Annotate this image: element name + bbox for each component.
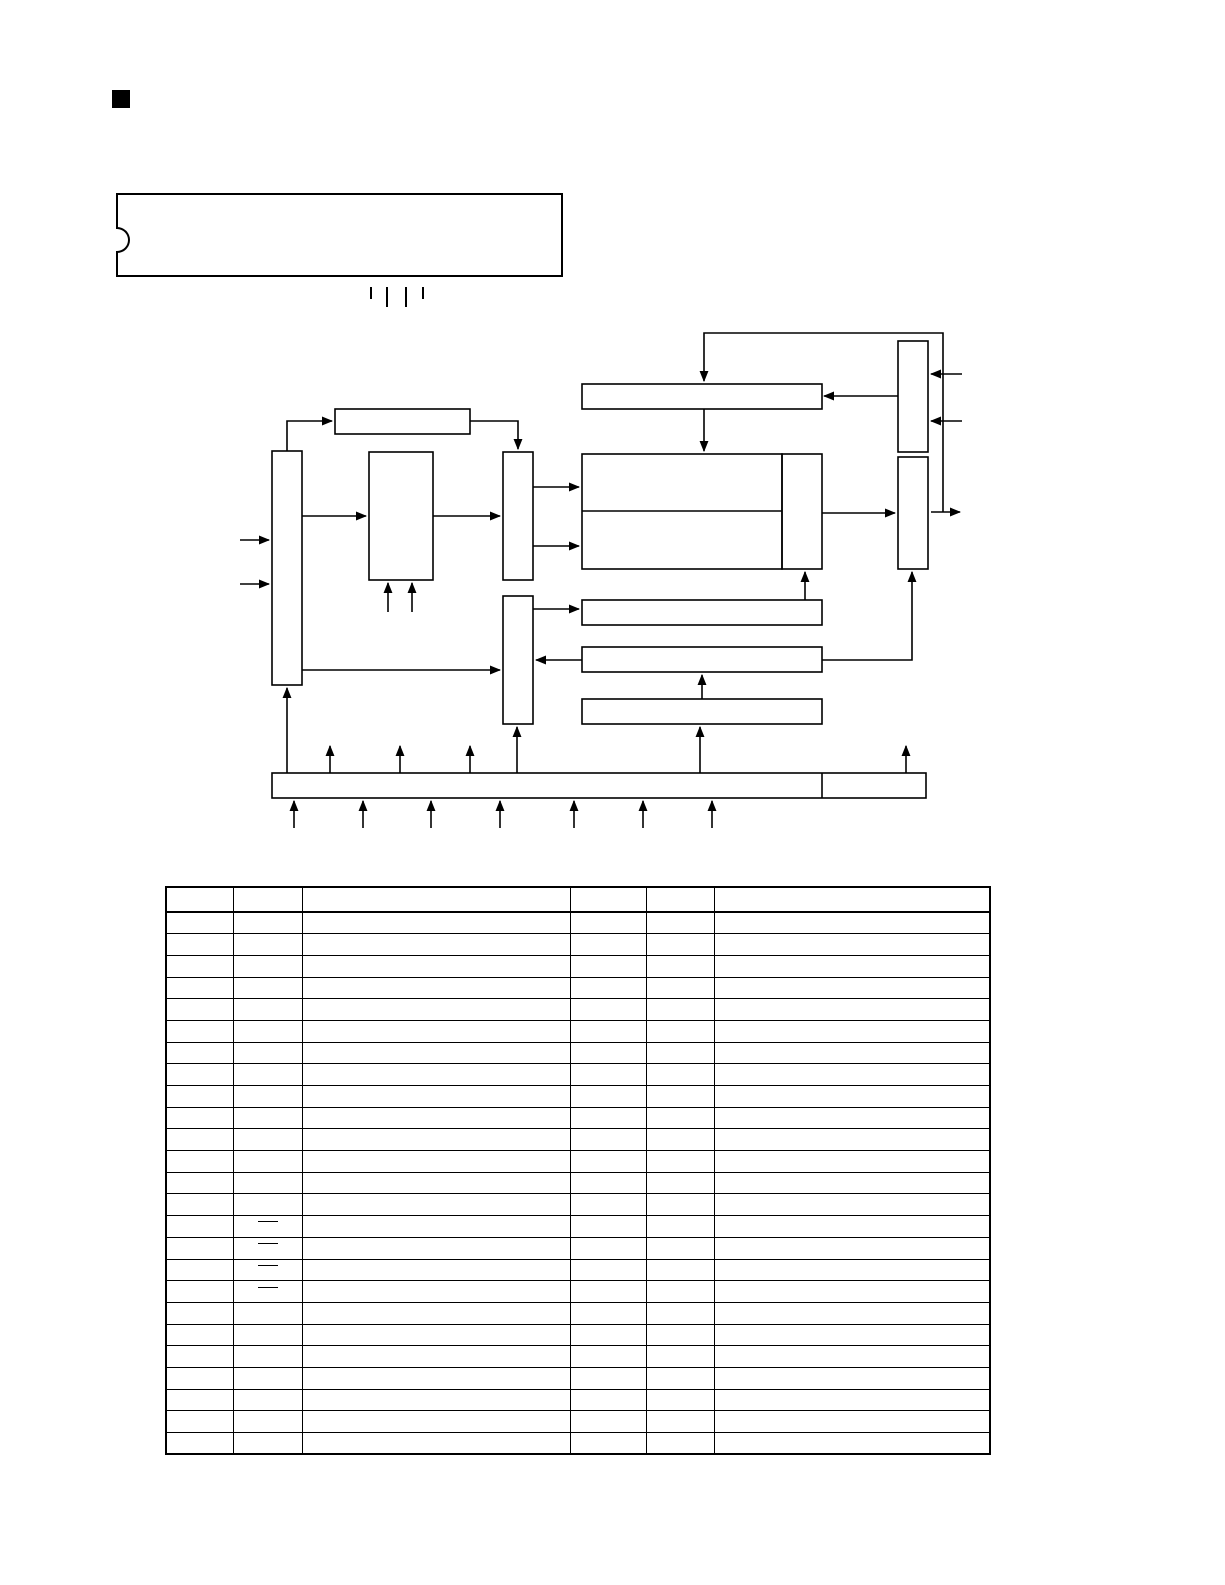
cell-function (302, 1086, 570, 1108)
cell-symbol2 (646, 1086, 714, 1108)
cell-pin (166, 1302, 233, 1324)
table-row (166, 1302, 990, 1324)
cell-pin (166, 977, 233, 999)
cell-pin2 (570, 1129, 646, 1151)
cell-symbol (233, 1042, 302, 1064)
left-tall-block (272, 451, 302, 685)
cell-pin (166, 934, 233, 956)
cell-symbol2 (646, 1237, 714, 1259)
active-low-overbar (258, 1243, 278, 1254)
cell-pin (166, 1086, 233, 1108)
cell-pin2 (570, 1346, 646, 1368)
cell-pin (166, 1194, 233, 1216)
cell-pin2 (570, 1433, 646, 1455)
arrow-register-to-mux (470, 421, 518, 449)
cell-pin2 (570, 1281, 646, 1303)
table-row (166, 1172, 990, 1194)
cell-symbol (233, 934, 302, 956)
cell-symbol (233, 977, 302, 999)
arrow-wide2-to-right (822, 572, 912, 660)
cell-pin (166, 1151, 233, 1173)
cell-symbol2 (646, 1367, 714, 1389)
cell-pin (166, 1367, 233, 1389)
cell-function (302, 1367, 570, 1389)
cell-symbol2 (646, 1151, 714, 1173)
table-row (166, 955, 990, 977)
cell-function (302, 1302, 570, 1324)
active-low-overbar (258, 1265, 278, 1276)
feedback-arrow (704, 333, 943, 512)
table-row (166, 1216, 990, 1238)
cell-symbol (233, 1194, 302, 1216)
cell-function2 (714, 1216, 990, 1238)
cell-symbol2 (646, 1259, 714, 1281)
table-row (166, 977, 990, 999)
wide-block-2 (582, 647, 822, 672)
cell-symbol (233, 1411, 302, 1433)
cell-function2 (714, 1237, 990, 1259)
table-row (166, 1020, 990, 1042)
cell-pin2 (570, 1020, 646, 1042)
table-row (166, 1151, 990, 1173)
cell-symbol (233, 1302, 302, 1324)
cell-function2 (714, 1172, 990, 1194)
cell-symbol (233, 1367, 302, 1389)
cell-pin (166, 1433, 233, 1455)
cell-pin (166, 1281, 233, 1303)
cell-symbol (233, 1107, 302, 1129)
cell-function (302, 1020, 570, 1042)
cell-function2 (714, 1064, 990, 1086)
cell-symbol2 (646, 1129, 714, 1151)
cell-function2 (714, 977, 990, 999)
cell-function2 (714, 1367, 990, 1389)
cell-pin2 (570, 1064, 646, 1086)
cell-symbol (233, 1433, 302, 1455)
cell-function2 (714, 934, 990, 956)
cell-symbol2 (646, 1324, 714, 1346)
cell-pin2 (570, 1302, 646, 1324)
cell-pin2 (570, 1259, 646, 1281)
cell-symbol2 (646, 977, 714, 999)
cell-function (302, 1411, 570, 1433)
cell-function (302, 1281, 570, 1303)
table-row (166, 1064, 990, 1086)
cell-function2 (714, 1302, 990, 1324)
pin-function-table (165, 886, 991, 1455)
cell-pin (166, 1259, 233, 1281)
cell-function (302, 1194, 570, 1216)
cell-function2 (714, 1151, 990, 1173)
cell-function2 (714, 999, 990, 1021)
cell-symbol2 (646, 1042, 714, 1064)
cell-symbol (233, 1086, 302, 1108)
table-row (166, 1367, 990, 1389)
cell-function (302, 934, 570, 956)
cell-symbol2 (646, 1194, 714, 1216)
mux-block (503, 452, 533, 580)
table-row (166, 999, 990, 1021)
cell-function (302, 1129, 570, 1151)
cell-function (302, 1346, 570, 1368)
cell-pin (166, 1042, 233, 1064)
cell-pin (166, 1064, 233, 1086)
header-pin-2 (570, 887, 646, 912)
table-row (166, 1107, 990, 1129)
cell-symbol (233, 1281, 302, 1303)
cell-pin (166, 912, 233, 934)
cell-symbol (233, 1129, 302, 1151)
cell-function2 (714, 1129, 990, 1151)
cell-symbol (233, 1172, 302, 1194)
filter-block (369, 452, 433, 580)
cell-symbol (233, 1237, 302, 1259)
cell-symbol (233, 1259, 302, 1281)
control-bus-block (272, 773, 926, 798)
cell-pin (166, 1389, 233, 1411)
cell-function (302, 955, 570, 977)
mux-lower-block (503, 596, 533, 724)
cell-function2 (714, 1107, 990, 1129)
cell-pin2 (570, 1172, 646, 1194)
cell-symbol (233, 1216, 302, 1238)
table-row (166, 1433, 990, 1455)
cell-function (302, 1151, 570, 1173)
cell-symbol (233, 999, 302, 1021)
cell-pin2 (570, 912, 646, 934)
cell-function (302, 977, 570, 999)
cell-symbol2 (646, 1346, 714, 1368)
cell-pin2 (570, 999, 646, 1021)
cell-pin (166, 1411, 233, 1433)
cell-function2 (714, 1042, 990, 1064)
cell-function2 (714, 1411, 990, 1433)
cell-pin (166, 1129, 233, 1151)
cell-symbol (233, 1151, 302, 1173)
cell-function (302, 1042, 570, 1064)
cell-function2 (714, 1389, 990, 1411)
cell-pin (166, 1237, 233, 1259)
cell-function (302, 1237, 570, 1259)
table-row (166, 1259, 990, 1281)
cell-function (302, 1324, 570, 1346)
table-row (166, 912, 990, 934)
cell-pin2 (570, 1216, 646, 1238)
cell-pin (166, 1172, 233, 1194)
sense-amp-block (782, 454, 822, 569)
cell-pin (166, 1346, 233, 1368)
arrow-to-register (287, 421, 332, 451)
cell-pin (166, 999, 233, 1021)
cell-function (302, 1259, 570, 1281)
table-row (166, 1129, 990, 1151)
cell-pin2 (570, 955, 646, 977)
cell-function (302, 1107, 570, 1129)
right-lower-block (898, 457, 928, 569)
cell-symbol2 (646, 1433, 714, 1455)
cell-symbol2 (646, 1302, 714, 1324)
wide-block-1 (582, 600, 822, 625)
cell-function2 (714, 955, 990, 977)
wide-block-3 (582, 699, 822, 724)
cell-function2 (714, 1346, 990, 1368)
cell-symbol (233, 955, 302, 977)
table-row (166, 1194, 990, 1216)
cell-function (302, 912, 570, 934)
cell-symbol2 (646, 1107, 714, 1129)
header-function (302, 887, 570, 912)
cell-function (302, 1433, 570, 1455)
cell-symbol (233, 1346, 302, 1368)
cell-symbol2 (646, 999, 714, 1021)
table-row (166, 1042, 990, 1064)
cell-pin2 (570, 1107, 646, 1129)
right-upper-block (898, 341, 928, 452)
cell-pin2 (570, 1194, 646, 1216)
cell-pin2 (570, 1367, 646, 1389)
header-symbol-2 (646, 887, 714, 912)
cell-symbol2 (646, 934, 714, 956)
cell-pin2 (570, 1324, 646, 1346)
table-row (166, 1237, 990, 1259)
table-row (166, 1324, 990, 1346)
cell-symbol (233, 912, 302, 934)
cell-pin2 (570, 1086, 646, 1108)
cell-pin (166, 1324, 233, 1346)
header-symbol (233, 887, 302, 912)
cell-symbol (233, 1020, 302, 1042)
cell-symbol2 (646, 912, 714, 934)
cell-function (302, 999, 570, 1021)
cell-symbol2 (646, 1172, 714, 1194)
cell-symbol2 (646, 955, 714, 977)
cell-pin (166, 1107, 233, 1129)
cell-function (302, 1064, 570, 1086)
cell-symbol2 (646, 1064, 714, 1086)
cell-pin2 (570, 1042, 646, 1064)
table-row (166, 1389, 990, 1411)
cell-symbol2 (646, 1281, 714, 1303)
cell-symbol (233, 1064, 302, 1086)
cell-pin2 (570, 1389, 646, 1411)
cell-function2 (714, 1194, 990, 1216)
cell-symbol (233, 1389, 302, 1411)
cell-pin (166, 1216, 233, 1238)
cell-function2 (714, 912, 990, 934)
cell-pin (166, 955, 233, 977)
cell-function2 (714, 1281, 990, 1303)
table-row (166, 1086, 990, 1108)
cell-symbol2 (646, 1020, 714, 1042)
cell-function (302, 1172, 570, 1194)
cell-symbol2 (646, 1389, 714, 1411)
active-low-overbar (258, 1221, 278, 1232)
cell-function2 (714, 1433, 990, 1455)
header-function-2 (714, 887, 990, 912)
table-row (166, 1281, 990, 1303)
table-row (166, 1411, 990, 1433)
cell-function2 (714, 1259, 990, 1281)
upper-register-block (335, 409, 470, 434)
cell-function2 (714, 1020, 990, 1042)
cell-pin (166, 1020, 233, 1042)
cell-symbol2 (646, 1216, 714, 1238)
cell-pin2 (570, 1151, 646, 1173)
header-pin (166, 887, 233, 912)
cell-symbol (233, 1324, 302, 1346)
cell-function (302, 1216, 570, 1238)
top-right-block (582, 384, 822, 409)
table-header-row (166, 887, 990, 912)
cell-pin2 (570, 1237, 646, 1259)
table-row (166, 1346, 990, 1368)
cell-pin2 (570, 934, 646, 956)
cell-pin2 (570, 977, 646, 999)
cell-pin2 (570, 1411, 646, 1433)
table-row (166, 934, 990, 956)
cell-function (302, 1389, 570, 1411)
cell-symbol2 (646, 1411, 714, 1433)
active-low-overbar (258, 1287, 278, 1298)
cell-function2 (714, 1086, 990, 1108)
cell-function2 (714, 1324, 990, 1346)
